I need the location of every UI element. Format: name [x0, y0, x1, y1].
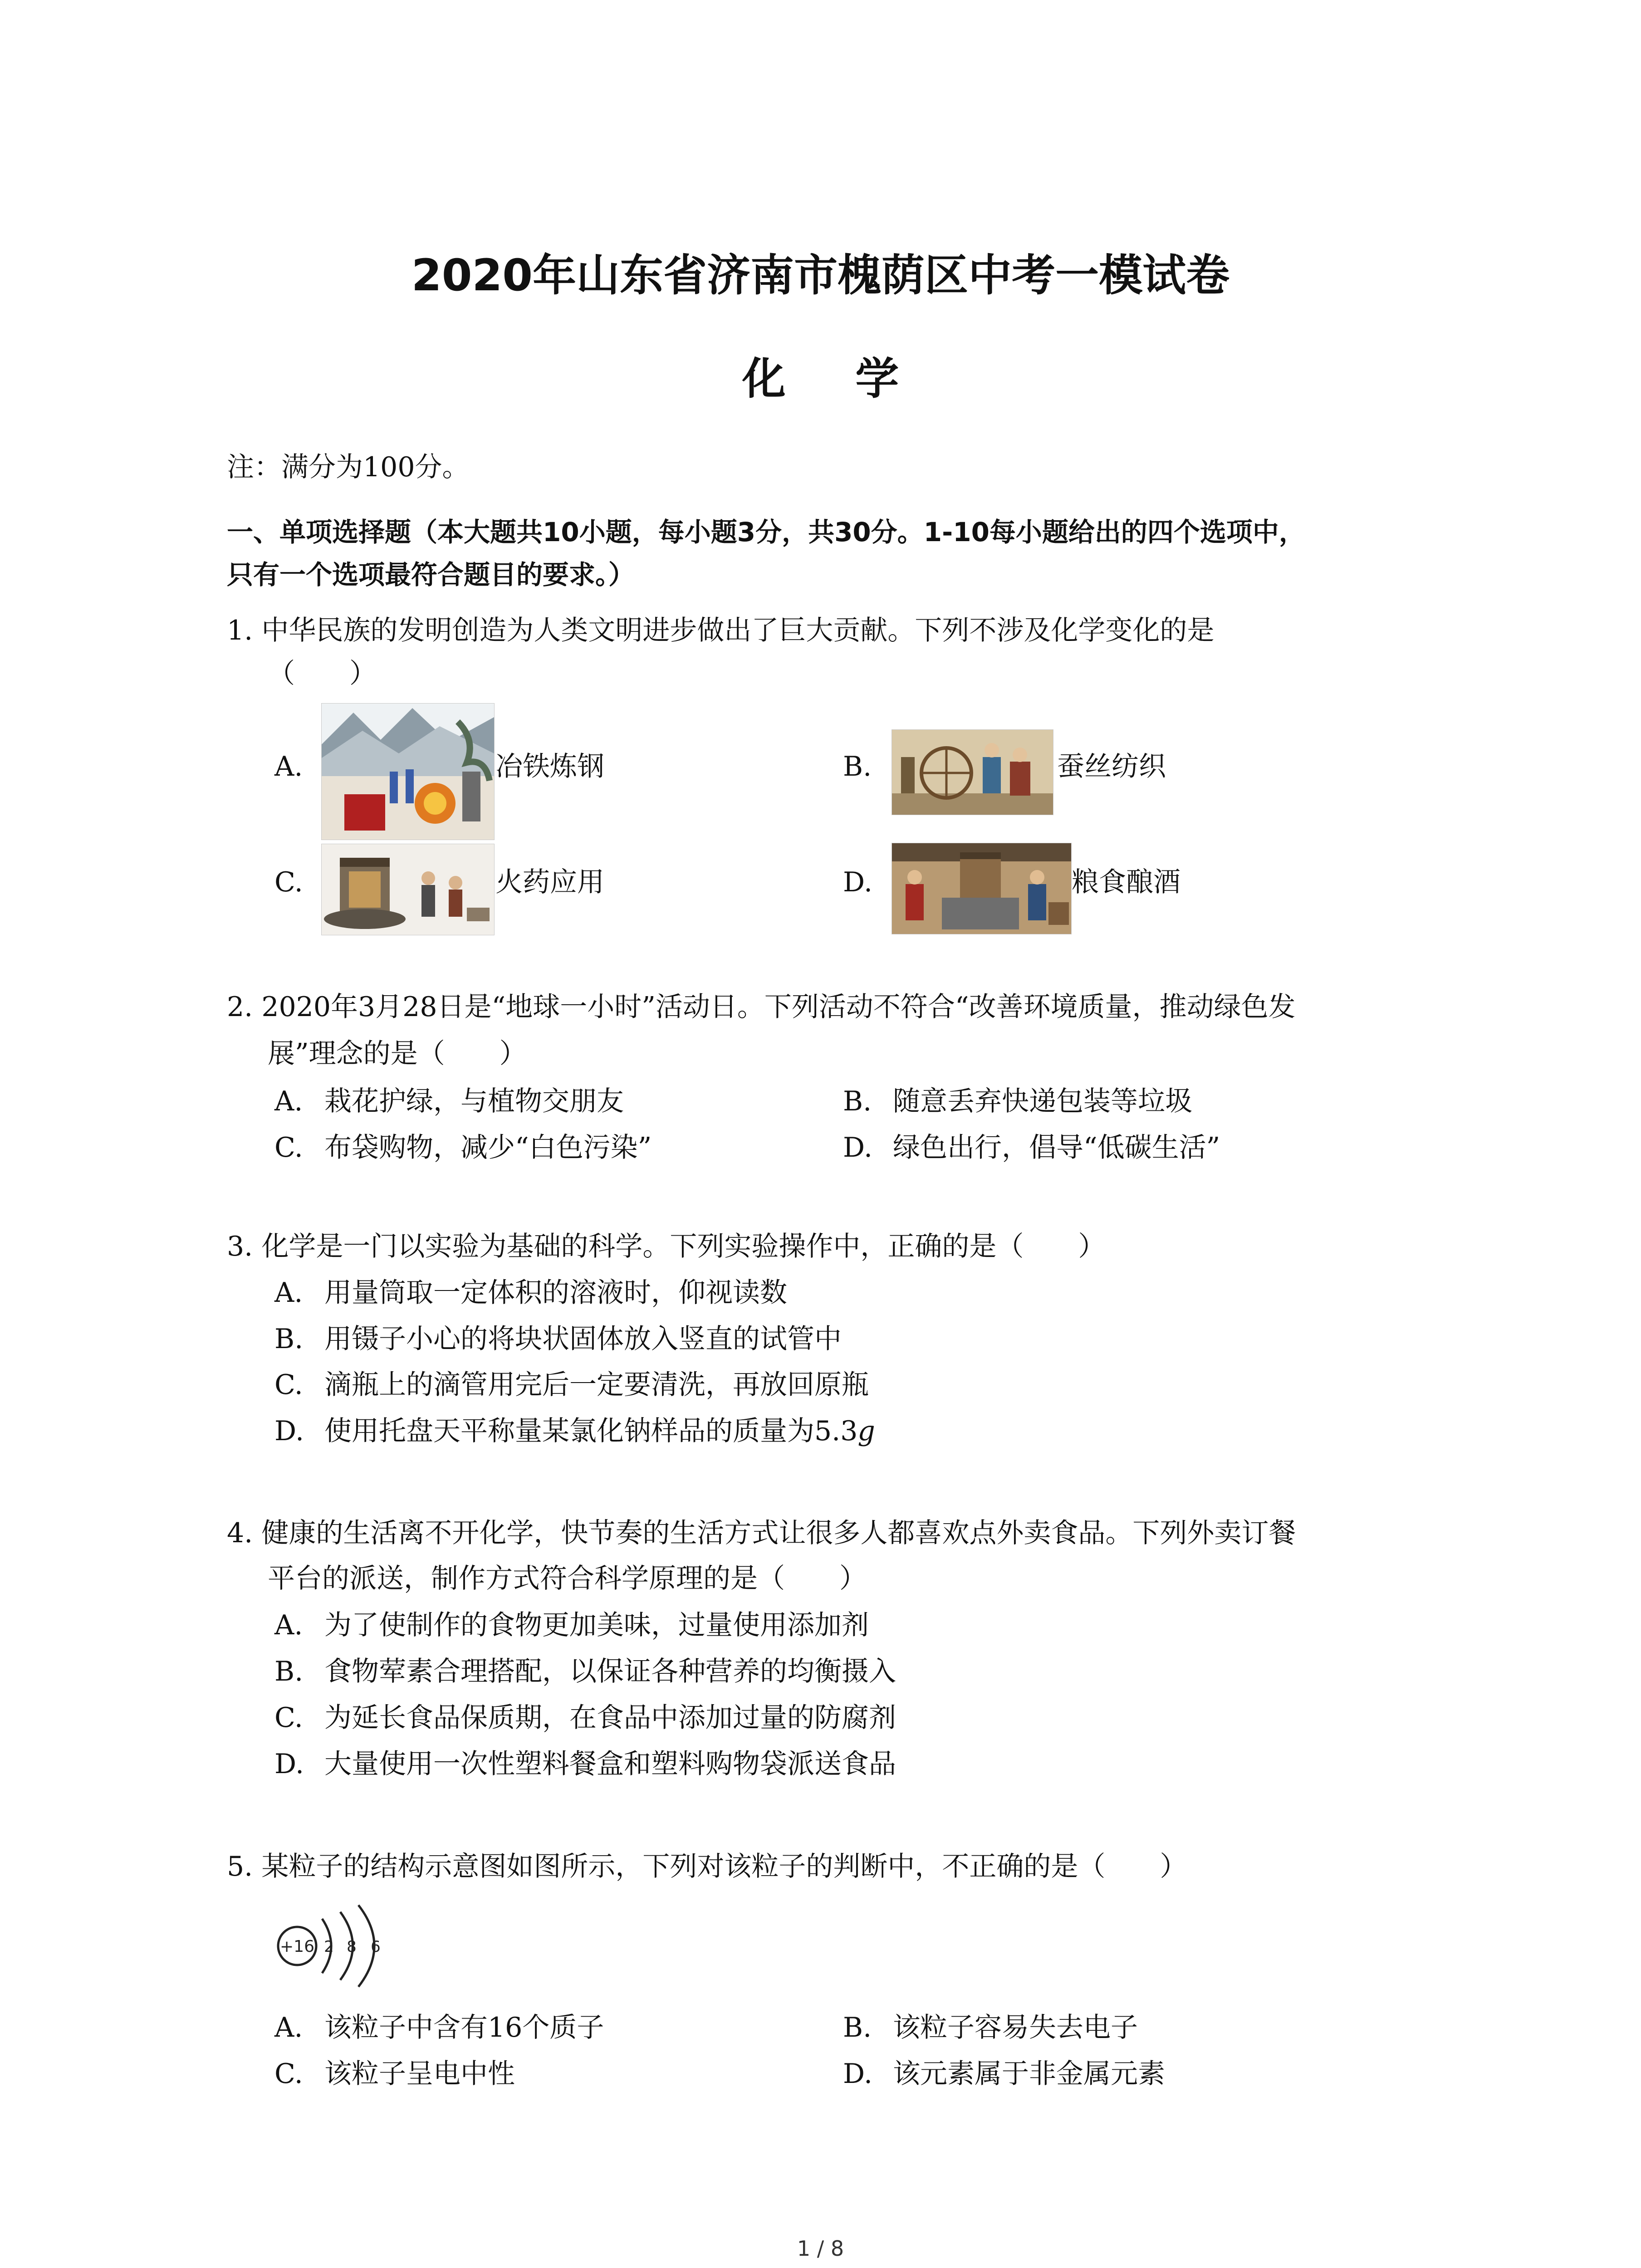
- question-2-stem-line-1: 2. 2020年3月28日是“地球一小时”活动日。下列活动不符合“改善环境质量，推动绿色发: [227, 991, 1296, 1023]
- option-letter: C.: [274, 2058, 303, 2090]
- option-letter: B.: [843, 2012, 872, 2043]
- option-text: 该粒子容易失去电子: [893, 2012, 1138, 2043]
- option-text: 该粒子中含有16个质子: [324, 2012, 604, 2043]
- question-4-stem-line-1: 4. 健康的生活离不开化学，快节奏的生活方式让很多人都喜欢点外卖食品。下列外卖订餐: [227, 1517, 1296, 1549]
- q3-option-d: [274, 1413, 875, 1449]
- option-text: 该粒子呈电中性: [324, 2058, 515, 2090]
- option-letter: B.: [274, 1656, 304, 1687]
- option-letter: A.: [274, 1609, 303, 1641]
- option-letter: C.: [274, 1369, 303, 1401]
- q2-option-a: [274, 1083, 624, 1119]
- option-text: 用量筒取一定体积的溶液时，仰视读数: [324, 1277, 787, 1309]
- section-heading-line-2: 只有一个选项最符合题目的要求。）: [227, 559, 635, 590]
- page-title: 2020年山东省济南市槐荫区中考一模试卷: [411, 250, 1230, 301]
- question-5-stem: 5. 某粒子的结构示意图如图所示，下列对该粒子的判断中，不正确的是（ ）: [227, 1851, 1187, 1882]
- score-note: 注：满分为100分。: [227, 451, 470, 483]
- option-text: 布袋购物，减少“白色污染”: [324, 1132, 652, 1163]
- gunpowder-illustration: [321, 844, 495, 935]
- q1-option-d-letter: D.: [843, 866, 873, 898]
- option-text: 绿色出行，倡导“低碳生活”: [893, 1132, 1220, 1163]
- option-letter: B.: [274, 1323, 304, 1355]
- q3-option-a: [274, 1275, 787, 1311]
- option-text: 该元素属于非金属元素: [893, 2058, 1165, 2090]
- section-heading-line-1: 一、单项选择题（本大题共10小题，每小题3分，共30分。1-10每小题给出的四个选项中，: [227, 517, 1305, 547]
- option-text: 随意丢弃快递包装等垃圾: [893, 1085, 1192, 1117]
- option-text: 大量使用一次性塑料餐盒和塑料购物袋派送食品: [324, 1748, 896, 1780]
- q5-option-b: [843, 2009, 1138, 2046]
- q2-option-d: [843, 1129, 1220, 1166]
- q1-option-b-text: 蚕丝纺织: [1057, 751, 1166, 782]
- q2-option-b: [843, 1083, 1192, 1119]
- q3-option-c: [274, 1367, 869, 1403]
- page-subtitle: 化 学: [742, 353, 926, 404]
- q1-option-c-text: 火药应用: [495, 866, 604, 898]
- question-2-stem-line-2: 展”理念的是（ ）: [268, 1038, 527, 1070]
- silk-weaving-illustration: [892, 729, 1053, 815]
- question-1-stem-line-2: （ ）: [268, 658, 377, 689]
- option-letter: A.: [274, 1085, 303, 1117]
- q5-option-a: [274, 2009, 604, 2046]
- option-text: 为了使制作的食物更加美味，过量使用添加剂: [324, 1609, 869, 1641]
- option-letter: C.: [274, 1132, 303, 1163]
- q4-option-d: [274, 1746, 896, 1782]
- option-letter: D.: [274, 1415, 304, 1447]
- page-number: 1 / 8: [797, 2236, 844, 2261]
- question-1-stem-line-1: 1. 中华民族的发明创造为人类文明进步做出了巨大贡献。下列不涉及化学变化的是: [227, 615, 1215, 646]
- option-text: 滴瓶上的滴管用完后一定要清洗，再放回原瓶: [324, 1369, 869, 1401]
- wine-brewing-illustration: [892, 843, 1072, 934]
- q5-option-c: [274, 2056, 515, 2092]
- option-text: 用镊子小心的将块状固体放入竖直的试管中: [324, 1323, 842, 1355]
- q3-option-b: [274, 1321, 842, 1357]
- option-letter: C.: [274, 1702, 303, 1734]
- q5-option-d: [843, 2056, 1165, 2092]
- option-text: 栽花护绿，与植物交朋友: [324, 1085, 624, 1117]
- q4-option-a: [274, 1607, 869, 1643]
- q1-option-a-text: 冶铁炼钢: [495, 751, 604, 782]
- nucleus-charge: +16: [280, 1937, 314, 1956]
- mass-unit: g: [857, 1415, 875, 1447]
- question-4-stem-line-2: 平台的派送，制作方式符合科学原理的是（ ）: [268, 1563, 867, 1594]
- option-letter: A.: [274, 1277, 303, 1309]
- q1-option-a-letter: A.: [274, 751, 303, 782]
- option-letter: D.: [843, 1132, 873, 1163]
- question-3-stem: 3. 化学是一门以实验为基础的科学。下列实验操作中，正确的是（ ）: [227, 1231, 1106, 1262]
- q2-option-c: [274, 1129, 652, 1166]
- q1-option-d-text: 粮食酿酒: [1072, 866, 1181, 898]
- option-text: 食物荤素合理搭配，以保证各种营养的均衡摄入: [324, 1656, 896, 1687]
- shell-1-electrons: 2: [324, 1938, 334, 1956]
- q1-option-c-letter: C.: [274, 866, 303, 898]
- shell-2-electrons: 8: [347, 1938, 357, 1956]
- option-letter: D.: [274, 1748, 304, 1780]
- option-letter: B.: [843, 1085, 872, 1117]
- q1-option-b-letter: B.: [843, 751, 872, 782]
- option-text: 为延长食品保质期，在食品中添加过量的防腐剂: [324, 1702, 896, 1734]
- shell-3-electrons: 6: [371, 1938, 381, 1956]
- option-letter: A.: [274, 2012, 303, 2043]
- option-letter: D.: [843, 2058, 873, 2090]
- iron-smelting-illustration: [321, 703, 495, 840]
- atomic-structure-diagram: [268, 1903, 404, 1994]
- q4-option-b: [274, 1653, 896, 1690]
- q4-option-c: [274, 1700, 896, 1736]
- option-text: 使用托盘天平称量某氯化钠样品的质量为5.3: [324, 1415, 858, 1447]
